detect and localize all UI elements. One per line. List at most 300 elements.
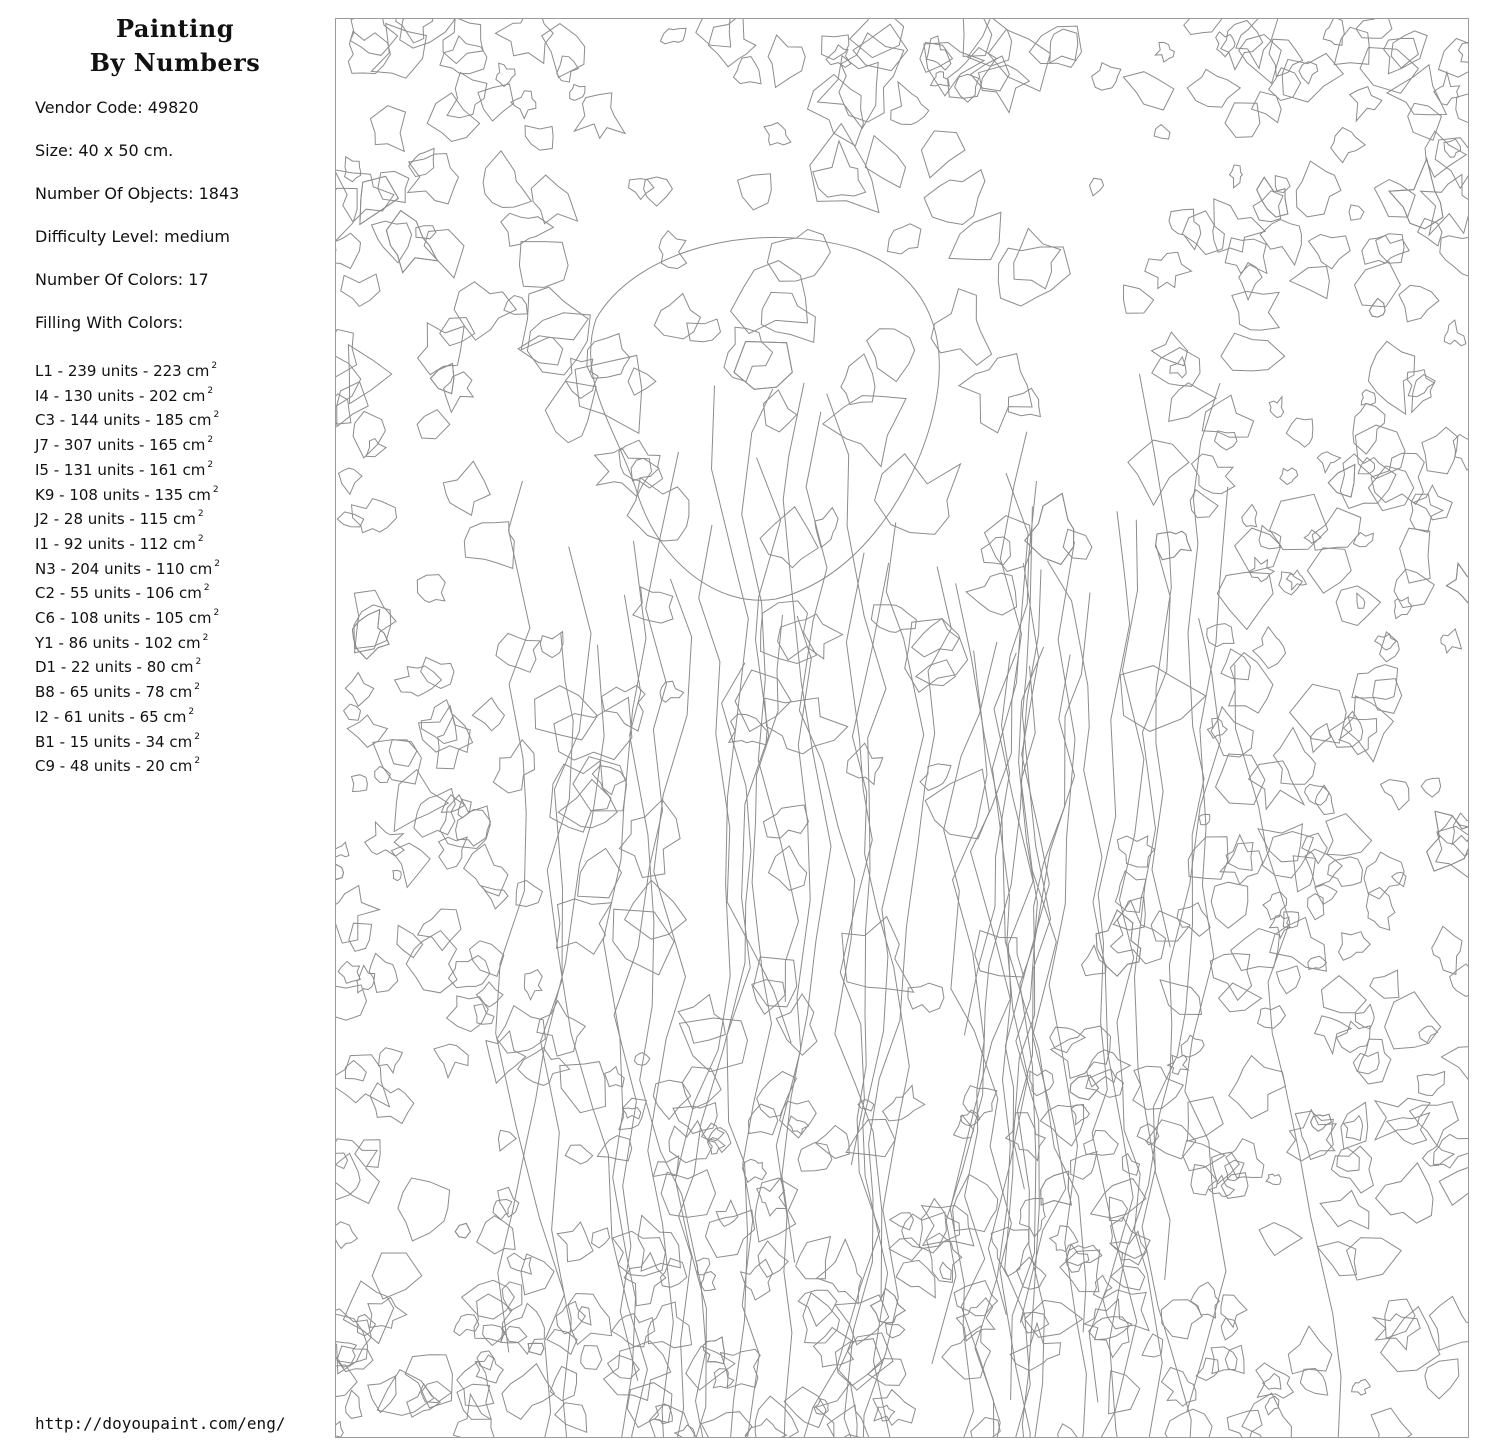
paint-region bbox=[470, 941, 504, 977]
paint-region bbox=[931, 72, 950, 87]
paint-region bbox=[908, 983, 944, 1012]
paint-region bbox=[891, 82, 929, 125]
paint-region bbox=[1317, 452, 1340, 473]
paint-region bbox=[1092, 63, 1121, 90]
paint-region bbox=[883, 1085, 925, 1121]
paint-region bbox=[888, 224, 921, 254]
paint-region bbox=[507, 1253, 531, 1274]
paint-region bbox=[660, 28, 686, 44]
color-row bbox=[35, 605, 220, 630]
paint-region bbox=[352, 775, 368, 792]
paint-region bbox=[696, 19, 731, 47]
paint-region bbox=[1221, 1295, 1247, 1327]
paint-region bbox=[971, 1418, 1001, 1439]
paint-region bbox=[1315, 1016, 1352, 1054]
color-row bbox=[35, 679, 220, 704]
color-row bbox=[35, 432, 220, 457]
paint-region bbox=[418, 323, 465, 375]
paint-region bbox=[1270, 494, 1328, 549]
area-unit-superscript: 2 bbox=[188, 706, 195, 717]
paint-region bbox=[810, 124, 879, 213]
paint-region bbox=[619, 440, 663, 488]
paint-region bbox=[443, 461, 490, 515]
paint-region bbox=[557, 1222, 593, 1262]
paint-region bbox=[716, 1200, 738, 1226]
area-unit-superscript: 2 bbox=[213, 608, 220, 619]
paint-region bbox=[912, 619, 959, 657]
paint-region bbox=[336, 356, 361, 409]
paint-region bbox=[366, 439, 386, 457]
paint-region bbox=[1242, 505, 1257, 527]
strand-line bbox=[496, 481, 565, 1438]
color-row-text: C6 - 108 units - 105 cm bbox=[35, 609, 212, 628]
area-unit-superscript: 2 bbox=[211, 361, 218, 371]
paint-region bbox=[916, 660, 956, 686]
paint-region bbox=[336, 1314, 368, 1363]
paint-region bbox=[337, 1346, 373, 1372]
strand-line bbox=[624, 595, 761, 1438]
paint-region bbox=[629, 179, 654, 200]
area-unit-superscript: 2 bbox=[207, 385, 214, 396]
paint-region bbox=[393, 870, 401, 880]
paint-region bbox=[336, 886, 379, 944]
paint-region bbox=[1145, 252, 1192, 288]
paint-region bbox=[1356, 19, 1392, 38]
paint-region bbox=[1296, 161, 1341, 217]
paint-region bbox=[959, 354, 1032, 433]
strand-line bbox=[1185, 487, 1228, 1412]
paint-region bbox=[1154, 125, 1170, 140]
paint-region bbox=[925, 769, 989, 839]
paint-region bbox=[353, 411, 385, 458]
paint-region bbox=[886, 1324, 905, 1338]
strand-line bbox=[1117, 520, 1162, 1438]
size: Size: 40 x 50 cm. bbox=[35, 141, 174, 160]
paint-region bbox=[1256, 1363, 1294, 1398]
paint-region bbox=[1355, 262, 1401, 307]
paint-region bbox=[1229, 1056, 1286, 1119]
paint-region bbox=[370, 106, 405, 152]
paint-region bbox=[1355, 1004, 1374, 1029]
paint-region bbox=[1299, 62, 1318, 84]
paint-region bbox=[1213, 199, 1265, 252]
paint-region bbox=[519, 242, 568, 288]
paint-region bbox=[370, 1083, 414, 1124]
paint-region bbox=[398, 1178, 450, 1241]
paint-region bbox=[441, 795, 464, 812]
paint-region bbox=[1336, 1021, 1370, 1052]
paint-region bbox=[486, 1031, 526, 1083]
vendor-code: Vendor Code: 49820 bbox=[35, 98, 199, 117]
title-line-2: By Numbers bbox=[89, 48, 261, 77]
paint-region bbox=[1290, 684, 1347, 743]
paint-region bbox=[336, 842, 349, 858]
paint-region bbox=[554, 698, 632, 761]
paint-region bbox=[545, 381, 596, 442]
paint-region bbox=[336, 170, 394, 222]
strand-line bbox=[603, 541, 646, 1438]
paint-region bbox=[1266, 1174, 1281, 1185]
paint-region bbox=[1408, 103, 1442, 140]
paint-region bbox=[1322, 976, 1367, 1013]
paint-region bbox=[395, 666, 442, 696]
strand-line bbox=[726, 458, 781, 1439]
paint-region bbox=[1295, 1111, 1333, 1159]
paint-region bbox=[803, 1293, 840, 1343]
paint-region bbox=[1160, 980, 1201, 1015]
paint-region bbox=[377, 1370, 434, 1416]
paint-region bbox=[818, 56, 879, 129]
paint-region bbox=[1290, 267, 1330, 299]
paint-region bbox=[1228, 843, 1253, 871]
paint-region bbox=[1111, 901, 1166, 964]
paint-region bbox=[757, 1072, 797, 1118]
paint-region bbox=[1124, 285, 1154, 313]
paint-region bbox=[1357, 593, 1365, 608]
color-row-text: J2 - 28 units - 115 cm bbox=[35, 510, 196, 529]
area-unit-superscript: 2 bbox=[207, 459, 214, 470]
paint-region bbox=[373, 740, 422, 784]
paint-region bbox=[345, 673, 374, 707]
paint-region bbox=[1315, 785, 1334, 814]
paint-region bbox=[493, 740, 534, 793]
strand-line bbox=[947, 653, 1033, 1438]
paint-region bbox=[1210, 954, 1251, 1001]
paint-region bbox=[875, 454, 961, 535]
paint-region bbox=[439, 837, 468, 869]
paint-region bbox=[1368, 466, 1413, 511]
color-row-text: B8 - 65 units - 78 cm bbox=[35, 683, 193, 702]
strand-line bbox=[498, 645, 604, 1353]
color-row bbox=[35, 654, 220, 679]
paint-region bbox=[1239, 263, 1262, 300]
paint-region bbox=[841, 354, 875, 405]
paint-region bbox=[1161, 1300, 1202, 1339]
paint-region bbox=[1441, 629, 1462, 653]
paint-region bbox=[354, 605, 391, 649]
paint-region bbox=[345, 157, 361, 182]
paint-region bbox=[1421, 778, 1440, 797]
paint-region bbox=[1207, 624, 1234, 647]
page-title bbox=[70, 12, 280, 80]
paint-region bbox=[1288, 1326, 1332, 1374]
paint-region bbox=[427, 93, 479, 142]
legend-panel bbox=[0, 0, 320, 1453]
paint-region bbox=[1242, 1393, 1292, 1438]
paint-region bbox=[1216, 32, 1235, 57]
paint-region bbox=[734, 57, 762, 84]
paint-region bbox=[768, 35, 805, 87]
paint-region bbox=[1434, 72, 1460, 105]
color-row-text: L1 - 239 units - 223 cm bbox=[35, 362, 210, 380]
color-row bbox=[35, 531, 220, 556]
paint-region bbox=[679, 1018, 747, 1072]
paint-region bbox=[604, 1341, 671, 1401]
paint-region bbox=[1040, 1104, 1083, 1146]
color-row-text: C9 - 48 units - 20 cm bbox=[35, 757, 193, 776]
paint-region bbox=[557, 899, 612, 954]
paint-region bbox=[1070, 1075, 1099, 1099]
paint-region bbox=[1225, 238, 1267, 274]
paint-region bbox=[521, 1254, 554, 1295]
area-unit-superscript: 2 bbox=[212, 484, 219, 495]
paint-region bbox=[724, 327, 773, 381]
paint-region bbox=[349, 923, 372, 951]
paint-region bbox=[1010, 1323, 1060, 1371]
paint-region bbox=[478, 84, 514, 121]
strand-line bbox=[664, 663, 751, 1438]
paint-region bbox=[853, 24, 908, 70]
paint-region bbox=[1300, 1369, 1327, 1396]
paint-region bbox=[1429, 1296, 1469, 1350]
paint-region bbox=[1058, 1424, 1078, 1438]
paint-region bbox=[817, 1239, 862, 1304]
paint-region bbox=[1417, 1072, 1445, 1096]
paint-region bbox=[1252, 92, 1282, 123]
paint-region bbox=[755, 1396, 798, 1438]
paint-region bbox=[570, 84, 585, 100]
paint-region bbox=[1199, 814, 1210, 825]
paint-region bbox=[587, 334, 630, 379]
paint-region bbox=[738, 174, 772, 210]
strand-line bbox=[1235, 665, 1362, 1438]
paint-region bbox=[867, 329, 915, 382]
paint-region bbox=[350, 19, 397, 55]
coloring-canvas bbox=[335, 18, 1469, 1438]
strand-line bbox=[840, 553, 872, 1166]
paint-region bbox=[1231, 929, 1280, 971]
paint-region bbox=[368, 1376, 396, 1413]
color-row-text: I5 - 131 units - 161 cm bbox=[35, 460, 206, 479]
paint-region bbox=[966, 573, 1016, 615]
paint-region bbox=[1436, 826, 1469, 879]
paint-region bbox=[455, 1223, 470, 1238]
strand-line bbox=[717, 615, 783, 1438]
paint-region bbox=[1352, 1380, 1371, 1396]
paint-region bbox=[1283, 912, 1299, 928]
paint-region bbox=[1427, 811, 1469, 871]
paint-region bbox=[477, 1216, 516, 1254]
area-unit-superscript: 2 bbox=[197, 533, 204, 544]
paint-region bbox=[409, 148, 435, 176]
paint-region bbox=[624, 1253, 666, 1306]
strand-line bbox=[1153, 383, 1220, 1280]
paint-region bbox=[1260, 220, 1301, 266]
paint-region bbox=[1384, 38, 1419, 73]
paint-region bbox=[627, 478, 689, 541]
paint-region bbox=[574, 93, 625, 139]
strand-line bbox=[782, 383, 831, 1263]
paint-region bbox=[1084, 1130, 1119, 1155]
paint-region bbox=[1211, 882, 1248, 928]
paint-region bbox=[338, 961, 360, 983]
paint-region bbox=[701, 1412, 752, 1438]
paint-region bbox=[1375, 634, 1397, 650]
paint-region bbox=[931, 289, 992, 365]
paint-region bbox=[379, 1048, 403, 1073]
paint-region bbox=[1389, 159, 1443, 229]
paint-region bbox=[1221, 333, 1285, 371]
paint-region bbox=[1089, 1317, 1129, 1358]
paint-region bbox=[406, 931, 457, 993]
paint-region bbox=[1279, 572, 1303, 595]
paint-region bbox=[659, 231, 687, 269]
paint-region bbox=[654, 294, 700, 339]
paint-region bbox=[1370, 970, 1399, 998]
paint-region bbox=[1230, 165, 1243, 188]
area-unit-superscript: 2 bbox=[213, 410, 220, 421]
paint-region bbox=[1381, 1307, 1440, 1372]
paint-region bbox=[502, 1304, 544, 1355]
paint-region bbox=[653, 1080, 690, 1119]
area-unit-superscript: 2 bbox=[202, 632, 209, 643]
paint-region bbox=[1187, 69, 1240, 107]
area-unit-superscript: 2 bbox=[203, 583, 210, 594]
paint-region bbox=[511, 91, 536, 119]
paint-region bbox=[565, 1145, 592, 1164]
paint-region bbox=[1103, 1290, 1149, 1331]
strand-line bbox=[1047, 561, 1133, 1403]
paint-region bbox=[1328, 465, 1355, 498]
paint-region bbox=[896, 1260, 935, 1297]
paint-region bbox=[341, 274, 380, 306]
paint-region bbox=[1373, 679, 1402, 714]
paint-region bbox=[457, 1361, 494, 1406]
color-row-text: K9 - 108 units - 135 cm bbox=[35, 485, 211, 504]
paint-region bbox=[981, 537, 1010, 565]
paint-region bbox=[1410, 494, 1443, 532]
paint-region bbox=[742, 1159, 766, 1182]
paint-region bbox=[769, 846, 807, 890]
paint-region bbox=[1328, 465, 1355, 498]
paint-region bbox=[1331, 128, 1365, 163]
paint-region bbox=[1387, 65, 1447, 115]
paint-region bbox=[346, 1390, 362, 1418]
area-unit-superscript: 2 bbox=[194, 756, 201, 767]
paint-region bbox=[613, 909, 674, 975]
paint-region bbox=[1358, 1039, 1391, 1084]
paint-region bbox=[1310, 724, 1330, 753]
color-row bbox=[35, 358, 220, 383]
paint-region bbox=[397, 925, 423, 957]
paint-region bbox=[1444, 139, 1461, 157]
paint-region bbox=[1315, 885, 1337, 905]
paint-region bbox=[336, 865, 344, 880]
paint-region bbox=[542, 24, 585, 78]
paint-region bbox=[1422, 427, 1458, 474]
paint-region bbox=[502, 1364, 555, 1420]
paint-region bbox=[457, 1384, 491, 1419]
paint-region bbox=[1232, 291, 1279, 330]
paint-region bbox=[661, 1258, 687, 1287]
paint-region bbox=[578, 848, 622, 897]
paint-region bbox=[1308, 894, 1324, 920]
paint-region bbox=[1220, 835, 1263, 885]
color-row bbox=[35, 704, 220, 729]
paint-region bbox=[1152, 348, 1200, 387]
paint-region bbox=[1276, 966, 1300, 994]
paint-region bbox=[1355, 425, 1405, 479]
paint-region bbox=[1090, 178, 1104, 196]
paint-region bbox=[823, 396, 906, 467]
paint-region bbox=[822, 35, 849, 60]
paint-region bbox=[1366, 888, 1395, 931]
paint-region bbox=[348, 345, 391, 404]
paint-region bbox=[498, 1130, 516, 1151]
paint-region bbox=[924, 170, 985, 225]
paint-region bbox=[1400, 528, 1431, 583]
strand-line bbox=[793, 394, 886, 1438]
paint-region bbox=[949, 212, 1001, 259]
difficulty-level: Difficulty Level: medium bbox=[35, 227, 230, 246]
paint-region bbox=[1265, 1396, 1279, 1415]
paint-region bbox=[633, 587, 673, 623]
paint-region bbox=[709, 19, 756, 67]
paint-region bbox=[1326, 814, 1372, 856]
paint-region bbox=[434, 1044, 468, 1078]
paint-region bbox=[816, 1126, 849, 1159]
paint-region bbox=[1177, 903, 1210, 937]
paint-region bbox=[798, 1143, 832, 1172]
paint-region bbox=[1459, 43, 1470, 67]
paint-region bbox=[1308, 956, 1327, 969]
paint-region bbox=[1337, 1148, 1360, 1171]
paint-region bbox=[1336, 586, 1380, 626]
strand-line bbox=[665, 386, 748, 1439]
paint-region bbox=[497, 1006, 545, 1054]
website-link[interactable]: http://doyoupaint.com/eng/ bbox=[35, 1414, 286, 1433]
paint-region bbox=[464, 844, 508, 896]
paint-region bbox=[1441, 1043, 1469, 1080]
paint-region bbox=[1446, 563, 1469, 605]
line-art bbox=[336, 19, 1469, 1438]
paint-region bbox=[1269, 39, 1303, 76]
paint-region bbox=[847, 743, 883, 784]
paint-region bbox=[1182, 211, 1224, 255]
paint-region bbox=[394, 770, 448, 832]
paint-region bbox=[954, 1115, 974, 1138]
paint-region bbox=[1156, 531, 1192, 560]
paint-region bbox=[372, 1253, 422, 1299]
paint-region bbox=[483, 151, 531, 208]
paint-region bbox=[424, 230, 464, 278]
paint-region bbox=[1371, 1408, 1412, 1438]
paint-region bbox=[1225, 103, 1260, 137]
color-row-text: I2 - 61 units - 65 cm bbox=[35, 707, 187, 726]
paint-region bbox=[345, 1061, 366, 1081]
paint-region bbox=[1253, 191, 1283, 222]
paint-region bbox=[1162, 1368, 1196, 1407]
paint-region bbox=[371, 24, 426, 79]
title-line-1: Painting bbox=[116, 14, 234, 43]
paint-region bbox=[1353, 1052, 1379, 1074]
paint-region bbox=[1323, 19, 1344, 45]
paint-region bbox=[745, 1419, 786, 1438]
paint-region bbox=[1399, 285, 1439, 321]
paint-region bbox=[1041, 1171, 1072, 1205]
strand-line bbox=[742, 389, 799, 1002]
paint-region bbox=[638, 1215, 680, 1271]
color-row bbox=[35, 457, 220, 482]
paint-region bbox=[474, 1004, 494, 1024]
paint-region bbox=[763, 805, 808, 838]
paint-region bbox=[669, 1121, 712, 1163]
paint-region bbox=[940, 1262, 952, 1279]
paint-region bbox=[991, 1227, 1029, 1276]
color-list bbox=[35, 358, 220, 778]
paint-region bbox=[1014, 228, 1061, 288]
paint-region bbox=[1376, 1163, 1433, 1223]
